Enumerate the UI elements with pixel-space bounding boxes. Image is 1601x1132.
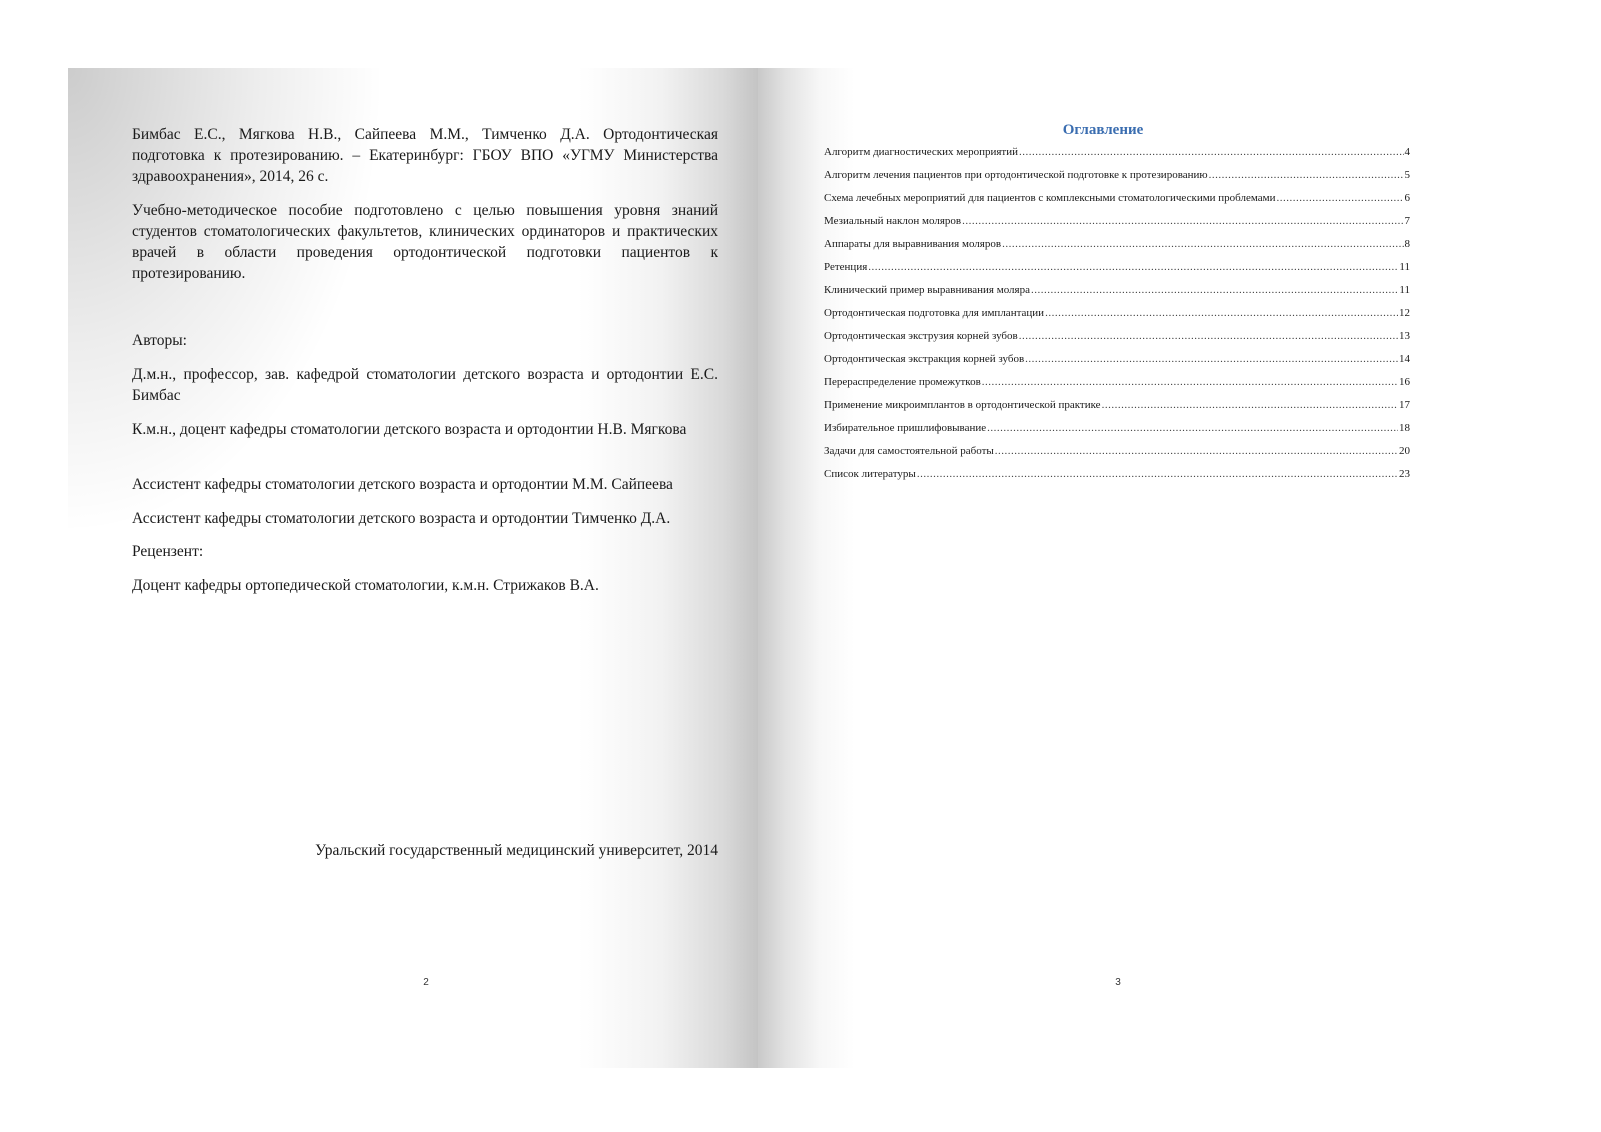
toc-entry[interactable]	[824, 168, 1410, 191]
toc-entry[interactable]	[824, 237, 1410, 260]
toc-dot-leader	[1002, 237, 1403, 251]
toc-entry-label: Алгоритм диагностических мероприятий	[824, 146, 1018, 158]
page-number: 3	[1115, 977, 1121, 988]
toc-entry-page: 6	[1404, 192, 1410, 204]
toc-entry-page: 14	[1399, 353, 1410, 365]
toc-entry-label: Аппараты для выравнивания моляров	[824, 238, 1002, 250]
toc-entry-page: 7	[1404, 215, 1410, 227]
toc-entry[interactable]	[824, 283, 1410, 306]
toc-entry[interactable]	[824, 444, 1410, 467]
toc-entry[interactable]	[824, 352, 1410, 375]
author-entry: Ассистент кафедры стоматологии детского возраста и ортодонтии М.М. Сайпеева	[132, 476, 673, 493]
toc-dot-leader	[868, 260, 1398, 274]
toc-entry[interactable]	[824, 467, 1410, 490]
toc-entry-label: Алгоритм лечения пациентов при ортодонтической подготовке к протезированию	[824, 169, 1208, 181]
toc-entry-page: 11	[1399, 284, 1410, 296]
toc-dot-leader	[1019, 145, 1404, 159]
page-number: 2	[423, 977, 429, 988]
toc-entry-label: Ортодонтическая экстракция корней зубов	[824, 353, 1025, 365]
toc-dot-leader	[982, 375, 1398, 389]
toc-dot-leader	[1031, 283, 1398, 297]
publisher-line: Уральский государственный медицинский университет, 2014	[315, 842, 718, 859]
toc-entry-label: Ортодонтическая подготовка для имплантации	[824, 307, 1045, 319]
toc-entry[interactable]	[824, 306, 1410, 329]
author-entry: Ассистент кафедры стоматологии детского возраста и ортодонтии Тимченко Д.А.	[132, 510, 671, 527]
toc-entry-page: 11	[1399, 261, 1410, 273]
toc-entry-page: 16	[1399, 376, 1410, 388]
authors-heading: Авторы:	[132, 332, 187, 349]
toc-entry-page: 12	[1399, 307, 1410, 319]
bibliographic-entry: Бимбас Е.С., Мягкова Н.В., Сайпеева М.М., Тимченко Д.А. Ортодонтическая подготовка к протезированию. – Екатеринбург: ГБОУ ВПО «УГМУ Министерства здравоохранения», 2014, 26 с.	[132, 126, 718, 185]
toc-entry[interactable]	[824, 260, 1410, 283]
reviewer-entry: Доцент кафедры ортопедической стоматологии, к.м.н. Стрижаков В.А.	[132, 577, 599, 594]
toc-entry[interactable]	[824, 214, 1410, 237]
toc-entry-label: Перераспределение промежутков	[824, 376, 981, 388]
toc-dot-leader	[995, 444, 1398, 458]
author-entry: Д.м.н., профессор, зав. кафедрой стоматологии детского возраста и ортодонтии Е.С. Бимбас	[132, 366, 718, 404]
toc-entry[interactable]	[824, 398, 1410, 421]
toc-dot-leader	[917, 467, 1398, 481]
toc-dot-leader	[1019, 329, 1398, 343]
toc-dot-leader	[987, 421, 1398, 435]
toc-entry-page: 8	[1404, 238, 1410, 250]
toc-entry-label: Клинический пример выравнивания моляра	[824, 284, 1030, 296]
toc-entry-page: 4	[1404, 146, 1410, 158]
toc-entry-page: 17	[1399, 399, 1410, 411]
toc-dot-leader	[1277, 191, 1404, 205]
toc-dot-leader	[1209, 168, 1404, 182]
toc-entry[interactable]	[824, 145, 1410, 168]
toc-dot-leader	[962, 214, 1403, 228]
left-page	[68, 68, 758, 1068]
reviewer-heading: Рецензент:	[132, 543, 204, 560]
toc-entry-page: 23	[1399, 468, 1410, 480]
toc-dot-leader	[1045, 306, 1398, 320]
toc-title: Оглавление	[1062, 122, 1144, 138]
right-page	[758, 68, 1448, 1068]
toc-entry-label: Схема лечебных мероприятий для пациентов с комплексными стоматологическими проблемами	[824, 192, 1276, 204]
table-of-contents	[824, 145, 1410, 490]
toc-entry-label: Задачи для самостоятельной работы	[824, 445, 994, 457]
toc-dot-leader	[1025, 352, 1398, 366]
toc-entry-label: Применение микроимплантов в ортодонтической практике	[824, 399, 1101, 411]
toc-entry[interactable]	[824, 375, 1410, 398]
toc-entry-label: Ретенция	[824, 261, 868, 273]
toc-entry-label: Мезиальный наклон моляров	[824, 215, 962, 227]
book-spread	[68, 68, 1448, 1068]
toc-entry-page: 18	[1399, 422, 1410, 434]
toc-dot-leader	[1102, 398, 1398, 412]
author-entry: К.м.н., доцент кафедры стоматологии детского возраста и ортодонтии Н.В. Мягкова	[132, 421, 687, 438]
toc-entry-label: Ортодонтическая экструзия корней зубов	[824, 330, 1018, 342]
toc-entry[interactable]	[824, 191, 1410, 214]
annotation: Учебно-методическое пособие подготовлено с целью повышения уровня знаний студентов стоматологических факультетов, клинических ординаторов и практических врачей в области проведения ортодонтической подготовки пациентов к протезированию.	[132, 202, 718, 282]
toc-entry[interactable]	[824, 421, 1410, 444]
toc-entry-label: Список литературы	[824, 468, 916, 480]
toc-entry-page: 20	[1399, 445, 1410, 457]
toc-entry[interactable]	[824, 329, 1410, 352]
toc-entry-page: 5	[1404, 169, 1410, 181]
toc-entry-label: Избирательное пришлифовывание	[824, 422, 987, 434]
toc-entry-page: 13	[1399, 330, 1410, 342]
